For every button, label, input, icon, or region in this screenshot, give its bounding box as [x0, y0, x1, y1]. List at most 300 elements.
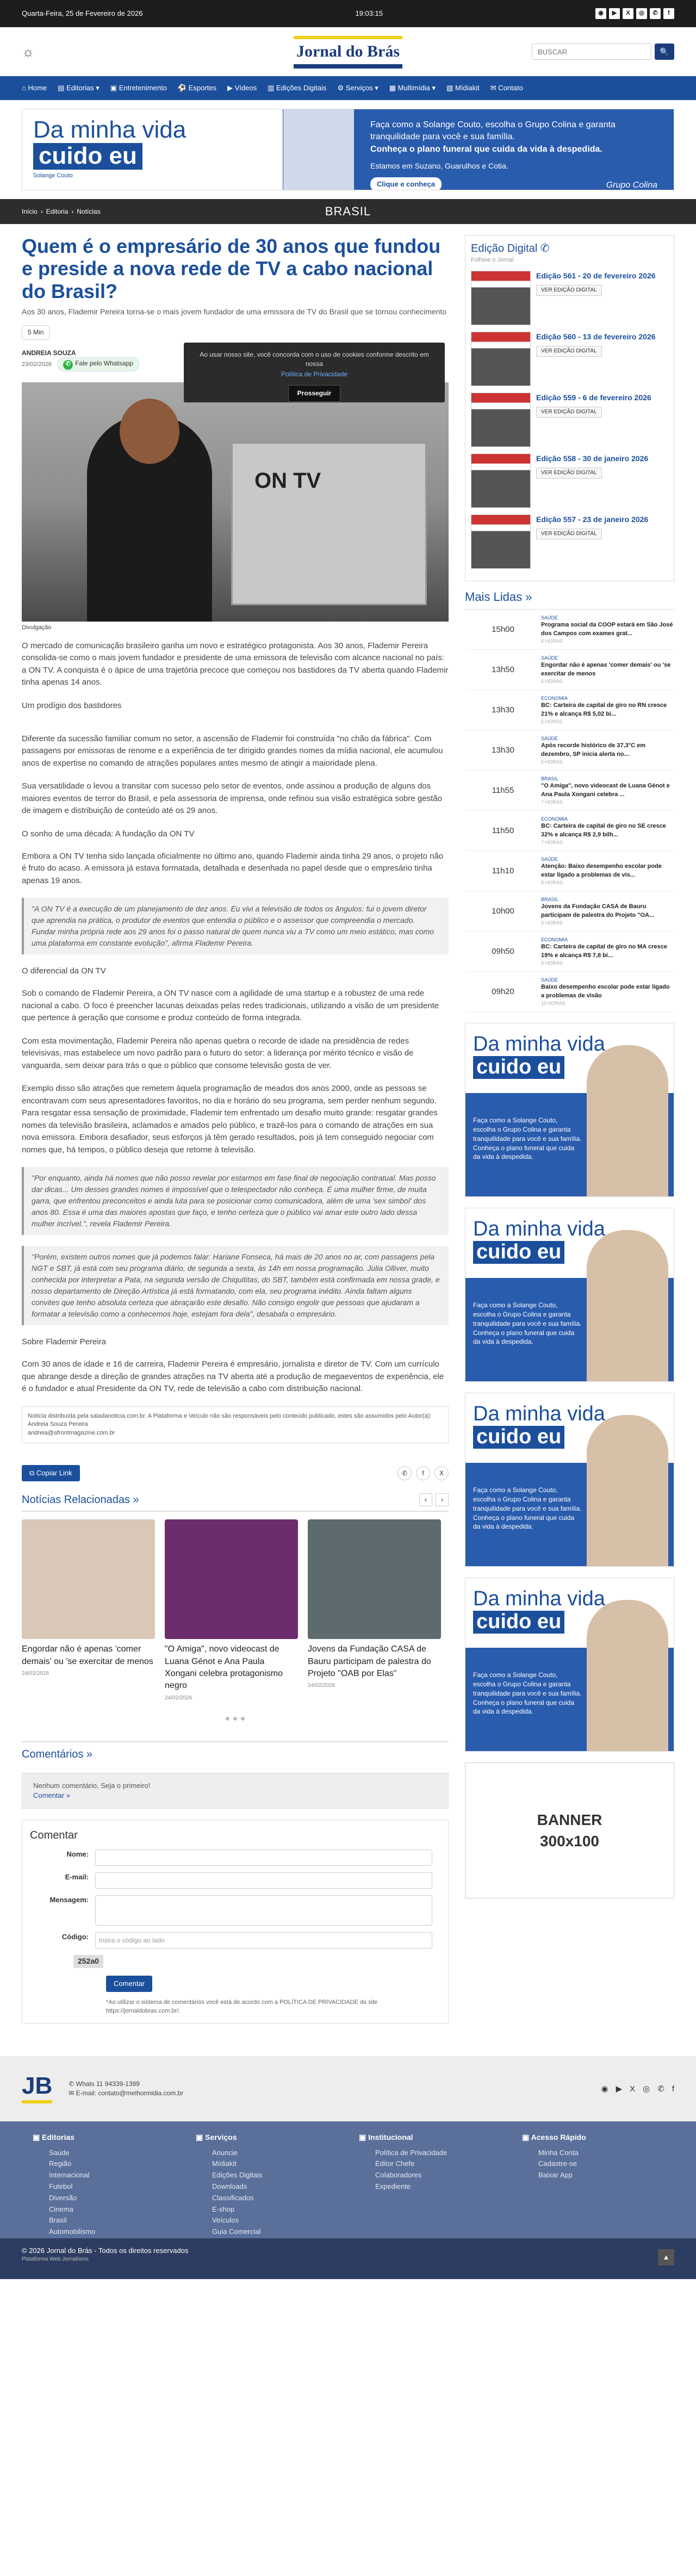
sidebar-ad[interactable] — [465, 1208, 674, 1382]
whatsapp-label: Fale pelo Whatsapp — [75, 359, 133, 368]
whats-text: Whats 11 94339-1399 — [76, 2080, 140, 2088]
footer-link[interactable]: Futebol — [49, 2182, 73, 2190]
search-button[interactable]: 🔍 — [655, 44, 674, 60]
digital-edition-sub: Folheie o Jornal — [471, 257, 514, 263]
edition-title: Edição 557 - 23 de janeiro 2026 — [536, 515, 649, 524]
most-read-time: 11h55 — [492, 786, 514, 796]
sidebar-ad[interactable] — [465, 1393, 674, 1567]
most-read-time: 13h50 — [492, 665, 514, 675]
most-read-category: SAÚDE — [541, 735, 558, 741]
copyright-bar — [0, 2238, 696, 2279]
banner-line1: Da minha vida — [33, 116, 187, 143]
view-edition-button[interactable]: VER EDIÇÃO DIGITAL — [536, 468, 602, 479]
nav-label: Esportes — [188, 83, 216, 92]
footer-column-title: ▣ Institucional — [359, 2133, 413, 2142]
footer-link[interactable]: Brasil — [49, 2216, 67, 2225]
distribution-note — [22, 1406, 449, 1443]
footer-link[interactable]: Guia Comercial — [212, 2227, 261, 2236]
note-text: Notícia distribuída pela saladanoticia.com.br. A Plataforma e Veículo não são responsáveis pelo conteúdo publicado, estes são assumidos pelo Autor(a): — [28, 1412, 432, 1419]
nav-videos[interactable]: ▶ Vídeos — [227, 83, 257, 92]
comment-link[interactable]: Comentar » — [33, 1791, 70, 1800]
message-field[interactable] — [95, 1895, 432, 1926]
footer-column — [33, 2132, 174, 2236]
view-edition-button[interactable]: VER EDIÇÃO DIGITAL — [536, 346, 602, 357]
footer-link[interactable]: E-shop — [212, 2205, 235, 2213]
privacy-note: *Ao utilizar o sistema de comentários você está de acordo com a POLÍTICA DE PRIVACIDADE do site https://jornaldobras.com.br/. — [106, 1999, 378, 2014]
submit-comment-button[interactable]: Comentar — [106, 1976, 152, 1992]
chevron-right-icon[interactable]: › — [436, 1493, 449, 1506]
most-read-item[interactable] — [465, 730, 674, 771]
most-read-category: ECONOMIA — [541, 695, 568, 701]
footer-link[interactable]: Internacional — [49, 2171, 90, 2180]
most-read-title: Baixo desempenho escolar pode estar ligado a problemas de visão — [541, 984, 670, 999]
footer-column-title: ▣ Editorias — [33, 2133, 75, 2142]
code-label: Código: — [61, 1933, 89, 1941]
footer-link[interactable]: Baixar App — [538, 2171, 573, 2180]
nav-edicoes[interactable]: ▥ Edições Digitais — [268, 83, 327, 92]
sidebar — [465, 235, 674, 2023]
most-read-title: Atenção: Baixo desempenho escolar pode estar ligado a problemas de vis... — [541, 863, 662, 878]
ad-text: Faça como a Solange Couto, escolha o Grupo Colina e garanta tranquilidade para você e sua família. Conheça o plano funeral que cuida da vida à despedida. — [473, 1116, 582, 1161]
related-date: 24/02/2026 — [165, 1694, 192, 1701]
banner-text2: Conheça o plano funeral que cuida da vida à despedida. — [370, 144, 602, 154]
form-title: Comentar — [30, 1829, 78, 1842]
related-image — [308, 1519, 441, 1639]
related-item[interactable] — [308, 1519, 441, 1702]
cookie-text: Ao usar nosso site, você concorda com o uso de cookies conforme descrito em nossa — [200, 351, 429, 368]
whatsapp-icon[interactable]: ✆ — [397, 1466, 412, 1480]
most-read-content — [541, 695, 674, 725]
carousel-dots[interactable]: ● ● ● — [225, 1714, 246, 1723]
breadcrumb-noticias[interactable]: Notícias — [77, 207, 101, 215]
article-date: 23/02/2026 — [22, 361, 52, 368]
banner-text1: Faça como a Solange Couto, escolha o Grupo Colina e garanta tranquilidade para você e sua família. — [370, 120, 616, 142]
edition-title: Edição 559 - 6 de fevereiro 2026 — [536, 393, 651, 402]
nav-label: Contato — [498, 83, 523, 92]
footer-logo-text: JB — [22, 2072, 53, 2099]
name-label: Nome: — [66, 1850, 89, 1859]
carousel-arrows — [419, 1493, 449, 1506]
article-quote: "A ON TV é a execução de um planejamento de dez anos. Eu vivi a televisão de todos os ângulos: fui o jovem diretor que aprendia na prática, o produtor de eventos que entendia o público e o assessor que compreendia o mercado. Fundar minha própria rede aos 29 anos foi o passo natural de quem nunca viu a TV como um meio estático, mas como uma plataforma em constante evolução", afirma Flademir Pereira. — [22, 898, 449, 954]
edition-cover — [471, 393, 531, 447]
nav-label: Vídeos — [234, 83, 257, 92]
footer-link[interactable]: Classificados — [212, 2193, 254, 2202]
ad-line2: cuido eu — [473, 1241, 564, 1264]
footer-link[interactable]: Downloads — [212, 2182, 247, 2190]
youtube-icon[interactable]: ▶ — [609, 8, 620, 19]
ad-line1: Da minha vida — [473, 1587, 605, 1611]
reading-time: 5 Min — [22, 325, 49, 340]
breadcrumb-sep: › — [40, 207, 43, 215]
article-paragraph: Com esta movimentação, Flademir Pereira não apenas quebra o recorde de idade na presidência de redes televisivas, mas estabelece um novo padrão para o futuro do setor: a liderança por mérito técnico e visão de vanguarda, sem deixar para trás o que o público que consome televisão gosta de ver. — [22, 1036, 414, 1070]
footer-logo[interactable] — [22, 2074, 52, 2103]
most-read-item[interactable] — [465, 610, 674, 650]
x-icon[interactable]: X — [623, 8, 633, 19]
most-read-title: BC: Carteira de capital de giro no MA cresce 19% e alcança R$ 7,8 bi... — [541, 944, 667, 959]
most-read-content — [541, 856, 674, 886]
most-read-ago: 8 HORAS — [541, 880, 563, 886]
ad-text: Faça como a Solange Couto, escolha o Grupo Colina e garanta tranquilidade para você e sua família. Conheça o plano funeral que cuida da vida à despedida. — [473, 1671, 582, 1716]
nav-label: Serviços — [345, 83, 373, 92]
whatsapp-icon[interactable]: ✆ — [650, 8, 661, 19]
view-edition-button[interactable]: VER EDIÇÃO DIGITAL — [536, 407, 602, 418]
site-header — [0, 27, 696, 76]
most-read-category: BRASIL — [541, 896, 559, 902]
banner-sub: Solange Couto — [33, 172, 73, 179]
whatsapp-button[interactable] — [57, 357, 139, 371]
message-label: Mensagem: — [49, 1896, 89, 1904]
most-read-time: 11h50 — [492, 826, 514, 836]
image-sign: ON TV — [254, 469, 321, 493]
most-read-time: 09h20 — [492, 987, 514, 997]
current-date: Quarta-Feira, 25 de Fevereiro de 2026 — [22, 9, 143, 17]
weather-icon: ☼ — [22, 43, 35, 60]
article-main-image — [22, 382, 449, 622]
most-read-ago: 7 HORAS — [541, 799, 563, 805]
footer-column — [522, 2132, 663, 2227]
footer-column — [196, 2132, 337, 2236]
most-read-category: SAÚDE — [541, 856, 558, 862]
footer-link[interactable]: Veículos — [212, 2216, 239, 2225]
nav-label: Edições Digitais — [276, 83, 327, 92]
most-read-title: Jovens da Fundação CASA de Bauru participam de palestra do Projeto "OA... — [541, 903, 655, 918]
most-read-time: 15h00 — [492, 625, 514, 635]
footer-link[interactable]: Mídiakit — [212, 2159, 237, 2168]
most-read-item[interactable] — [465, 972, 674, 1012]
edition-item[interactable] — [471, 271, 668, 325]
banner-copy — [354, 109, 674, 190]
phone-icon: ✆ — [540, 243, 550, 255]
edition-title: Edição 560 - 13 de fevereiro 2026 — [536, 332, 656, 342]
most-read-item[interactable] — [465, 771, 674, 811]
top-socials — [595, 8, 674, 19]
copy-link-label: Copiar Link — [36, 1468, 72, 1477]
banner-brand: Grupo Colina — [606, 180, 657, 190]
article-paragraph: O mercado de comunicação brasileiro ganha um novo e estratégico protagonista. Aos 30 anos, Flademir Pereira consolida-se como o mais jovem fundador e presidente de uma emissora de televisão com alcance nacional no país: a ON TV. A conquista é o ápice de uma trajetória precoce que começou nos bastidores da TV aberta quando Flademir tinha apenas 14 anos. — [22, 641, 449, 687]
banner-photo — [283, 109, 354, 190]
logo-text: Jornal do Brás — [296, 42, 400, 60]
rss-icon[interactable]: ◉ — [601, 2084, 608, 2094]
footer-column-title-text: Serviços — [205, 2133, 237, 2142]
image-building — [231, 442, 427, 605]
name-field[interactable] — [95, 1849, 432, 1866]
ad-headline — [473, 1588, 605, 1634]
most-read-ago: 10 HORAS — [541, 1001, 566, 1007]
most-read-time: 10h00 — [492, 907, 514, 916]
most-read-ago: 5 HORAS — [541, 759, 563, 765]
most-read-category: SAÚDE — [541, 655, 558, 661]
footer-link[interactable]: Editor Chefe — [375, 2159, 415, 2168]
related-title-text: "O Amiga", novo videocast de Luana Génot e Ana Paula Xongani celebra protagonismo negro — [165, 1644, 283, 1691]
email-contact[interactable]: ✉ E-mail: contato@melhormidia.com.br — [69, 2089, 184, 2097]
footer-column-title: ▣ Serviços — [196, 2133, 237, 2142]
most-read-ago: 7 HORAS — [541, 840, 563, 846]
article-paragraph: Exemplo disso são atrações que remetem àquela programação de meados dos anos 2000, onde as pessoas se encontravam com seus apresentadores favoritos, no dia e horário do seu programa, sem perder nenhum segundo. Para resgatar essa sensação de proximidade, Flademir tem enfrentado um desafio muito grande: resgatar grandes nomes da televisão brasileira, aclamados e amados pelo público, e trazê-los para o comando de atrações em sua nova emissora. Embora desafiador, seus esforços já têm gerado resultados, pois já tem conseguido negociar com nomes que, há tempos, o público deseja que retorne à televisão. — [22, 1084, 438, 1154]
article-quote: "Porém, existem outros nomes que já podemos falar: Hariane Fonseca, há mais de 20 anos no ar, com passagens pela NGT e SBT, já está com seu programa diário, de segunda a sexta, às 14h em nossa programação. Julia Olliver, muito conhecida por interpretar a Pata, na segunda versão de Chiquititas, do SBT, também está confirmada em nossa grade, e nosso departamento de Direção Artística já está formatando, com ela, seu programa inédito. Ainda faltam alguns convites que tenho absoluta certeza que abraçarão este desafio. Não consigo engolir que pessoas que ajudaram a formatar a televisão como a conhecemos hoje, estejam fora dela", desabafa o empresário. — [22, 1246, 449, 1325]
edition-item[interactable] — [471, 454, 668, 508]
footer-contact — [69, 2080, 183, 2098]
share-bar — [22, 1465, 449, 1481]
related-image — [22, 1519, 155, 1639]
related-title-text: Jovens da Fundação CASA de Bauru participam de palestra do Projeto "OAB por Elas" — [308, 1644, 431, 1678]
footer-link[interactable]: Cinema — [49, 2205, 73, 2213]
instagram-icon[interactable]: ◎ — [643, 2084, 650, 2094]
footer-logo-bar — [22, 2100, 52, 2103]
digital-edition-title-text: Edição Digital — [471, 243, 538, 255]
footer-link[interactable]: Anuncie — [212, 2148, 238, 2157]
main-content — [0, 224, 696, 2023]
image-person-head — [120, 399, 179, 464]
most-read-title: Programa social da COOP estará em São José dos Campos com exames grat... — [541, 622, 673, 637]
article — [22, 235, 449, 2023]
banner-placeholder[interactable] — [465, 1762, 674, 1898]
banner-cta[interactable]: Clique e conheça — [370, 177, 442, 190]
facebook-icon[interactable]: f — [672, 2084, 674, 2094]
most-read-item[interactable] — [465, 690, 674, 730]
x-icon[interactable]: X — [630, 2084, 636, 2094]
breadcrumb-sep: › — [71, 207, 74, 215]
breadcrumb-home[interactable]: Início — [22, 207, 38, 215]
most-read-title: BC: Carteira de capital de giro no SE cresce 32% e alcança R$ 2,9 bilh... — [541, 823, 666, 838]
most-read-content — [541, 655, 674, 685]
article-subheading: Sobre Flademir Pereira — [22, 1337, 107, 1347]
nav-label: Home — [28, 83, 47, 92]
article-paragraph: Sob o comando de Flademir Pereira, a ON TV nasce com a agilidade de uma startup e a robustez de uma rede nacional a cabo. O foco é preencher lacunas deixadas pelas redes tradicionais, utilizando a visão de um presidente que pertence à geração que consome e produz conteúdo de forma integrada. — [22, 989, 439, 1023]
related-item[interactable] — [22, 1519, 155, 1702]
youtube-icon[interactable]: ▶ — [616, 2084, 623, 2094]
edition-item[interactable] — [471, 332, 668, 386]
most-read-title: Engordar não é apenas 'comer demais' ou 'se exercitar de menos — [541, 662, 671, 677]
share-icons — [397, 1466, 449, 1480]
form-row — [30, 1872, 440, 1889]
most-read-title: "O Amiga", novo videocast de Luana Génot e Ana Paula Xongani celebra ... — [541, 783, 670, 798]
article-subtitle: Aos 30 anos, Flademir Pereira torna-se o mais jovem fundador de uma emissora de TV do Brasil que se tornou conhecimento — [22, 307, 447, 316]
sidebar-ad[interactable] — [465, 1578, 674, 1752]
most-read-time: 09h50 — [492, 947, 514, 957]
search-input[interactable] — [532, 44, 651, 60]
facebook-icon[interactable]: f — [416, 1466, 430, 1480]
ad-line2: cuido eu — [473, 1426, 564, 1449]
footer-link[interactable]: Diversão — [49, 2193, 77, 2202]
nav-home[interactable]: ⌂ Home — [22, 83, 47, 92]
ad-line1: Da minha vida — [473, 1033, 605, 1056]
most-read-content — [541, 896, 674, 927]
most-read-category: ECONOMIA — [541, 936, 568, 942]
copy-link-button[interactable]: ⧉ Copiar Link — [22, 1465, 80, 1481]
nav-label: Mídiakit — [455, 83, 480, 92]
article-subheading: O sonho de uma década: A fundação da ON TV — [22, 829, 195, 839]
most-read — [465, 589, 674, 1012]
privacy-link[interactable]: Política de Privacidade — [281, 370, 348, 378]
related-title-text: Engordar não é apenas 'comer demais' ou 'se exercitar de menos — [22, 1644, 153, 1666]
form-row — [30, 1849, 440, 1866]
banner-placeholder-line2: 300x100 — [539, 1833, 599, 1850]
chevron-left-icon[interactable]: ‹ — [419, 1493, 432, 1506]
top-banner-wrap — [0, 100, 696, 199]
instagram-icon[interactable]: ◎ — [636, 8, 647, 19]
article-quote: "Por enquanto, ainda há nomes que não posso revelar por estarmos em fase final de negociação contratual. Mas posso dar dicas... Um desses grandes nomes é impossível que o telespectador não conheça. É uma mulher firme, de muita garra, que enfrentou preconceitos e ainda luta para se posicionar como comunicadora, além de uma 'sex simbol' dos anos 80. Essa é uma das maiores apostas que faço, e tenho certeza que o público vai amar este outro lado dessa mulher incrível.", revela Flademir Pereira. — [22, 1167, 449, 1235]
related-date: 24/02/2026 — [308, 1683, 335, 1689]
footer-link[interactable]: Cadastre-se — [538, 2159, 577, 2168]
current-time: 19:03:15 — [355, 9, 383, 17]
edition-title: Edição 558 - 30 de janeiro 2026 — [536, 454, 649, 463]
most-read-ago: 5 HORAS — [541, 679, 563, 685]
rss-icon[interactable]: ◉ — [595, 8, 606, 19]
related-list — [22, 1519, 449, 1702]
footer-link[interactable]: Edições Digitais — [212, 2171, 263, 2180]
footer-links — [0, 2121, 696, 2238]
ad-line2: cuido eu — [473, 1611, 564, 1634]
back-to-top-icon[interactable]: ▲ — [658, 2249, 674, 2265]
ad-headline — [473, 1218, 605, 1264]
ad-headline — [473, 1403, 605, 1449]
footer-link[interactable]: Política de Privacidade — [375, 2148, 448, 2157]
edition-cover — [471, 514, 531, 569]
section-title: BRASIL — [325, 204, 371, 218]
footer-column-title-text: Institucional — [368, 2133, 413, 2142]
most-read-item[interactable] — [465, 650, 674, 690]
nav-editorias[interactable]: ▤ Editorias ▾ — [58, 83, 100, 92]
banner-placeholder-line1: BANNER — [537, 1811, 602, 1828]
platform-text: Plataforma Web Jornalismo — [22, 2256, 89, 2263]
most-read-content — [541, 977, 674, 1007]
email-label: E-mail: — [65, 1873, 89, 1882]
most-read-ago: 9 HORAS — [541, 920, 563, 926]
ad-line1: Da minha vida — [473, 1402, 605, 1426]
code-field[interactable]: Insira o código ao lado — [95, 1932, 432, 1948]
email-field[interactable] — [95, 1872, 432, 1889]
x-icon[interactable]: X — [434, 1466, 449, 1480]
nav-servicos[interactable]: ⚙ Serviços ▾ — [337, 83, 378, 92]
banner-line2: cuido eu — [33, 143, 142, 169]
copyright-text: © 2026 Jornal do Brás - Todos os direitos reservados — [22, 2246, 189, 2255]
most-read-content — [541, 775, 674, 806]
footer-link[interactable]: Automobilismo — [49, 2227, 96, 2236]
footer-link[interactable]: Região — [49, 2159, 72, 2168]
most-read-content — [541, 816, 674, 846]
main-nav — [0, 76, 696, 100]
email-text: E-mail: contato@melhormidia.com.br — [76, 2089, 184, 2097]
nav-multimidia[interactable]: ▦ Multimídia ▾ — [389, 83, 436, 92]
banner-headline — [22, 109, 283, 190]
footer-column-title-text: Editorias — [42, 2133, 75, 2142]
article-paragraph: Diferente da sucessão familiar comum no setor, a ascensão de Flademir foi construída "no chão da fábrica". Com passagens por emissoras de renome e a experiência de ter dirigido grandes nomes da mídia nacional, ele acumulou anos de expertise no comando de atrações populares antes mesmo de atingir a maioridade plena. — [22, 734, 443, 768]
logo-bar-bottom — [294, 64, 402, 69]
facebook-icon[interactable]: f — [663, 8, 674, 19]
article-author: ANDREIA SOUZA — [22, 349, 76, 357]
whatsapp-icon[interactable]: ✆ — [657, 2084, 664, 2094]
most-read-category: SAÚDE — [541, 614, 558, 620]
related-title: Notícias Relacionadas » — [22, 1494, 139, 1506]
most-read-time: 13h30 — [492, 746, 514, 755]
article-paragraph: Com 30 anos de idade e 16 de carreira, Flademir Pereira é empresário, jornalista e diretor de TV. Com um currículo que abrange desde a direção de grandes atrações na TV aberta até a produção de megaeventos de experiência, ele é o fundador e atual Presidente da ON TV, rede de televisão a cabo com distribuição nacional. — [22, 1360, 444, 1394]
nav-midiakit[interactable]: ▧ Mídiakit — [446, 83, 480, 92]
most-read-item[interactable] — [465, 891, 674, 932]
digital-edition-box — [465, 235, 674, 581]
cookie-accept-button[interactable]: Prosseguir — [288, 385, 341, 402]
most-read-item[interactable] — [465, 811, 674, 851]
top-banner-ad[interactable] — [22, 109, 674, 190]
edition-cover — [471, 454, 531, 508]
most-read-category: BRASIL — [541, 775, 559, 781]
most-read-list — [465, 610, 674, 1012]
article-subheading: O diferencial da ON TV — [22, 966, 106, 976]
digital-edition-title — [471, 241, 668, 256]
nav-esportes[interactable]: ⚽ Esportes — [177, 83, 216, 92]
form-row — [30, 1895, 440, 1926]
ad-line2: cuido eu — [473, 1056, 564, 1079]
most-read-content — [541, 735, 674, 766]
most-read-time: 13h30 — [492, 705, 514, 715]
edition-item[interactable] — [471, 393, 668, 447]
footer-link[interactable]: Saúde — [49, 2148, 70, 2157]
most-read-title: Após recorde histórico de 37,3°C em dezembro, SP inicia alerta no... — [541, 742, 646, 758]
edition-title: Edição 561 - 20 de fevereiro 2026 — [536, 271, 656, 281]
breadcrumb — [0, 199, 696, 224]
edition-cover — [471, 271, 531, 325]
edition-item[interactable] — [471, 514, 668, 569]
footer-link[interactable]: Expediente — [375, 2182, 411, 2190]
related-header — [22, 1492, 449, 1512]
most-read-item[interactable] — [465, 851, 674, 891]
sidebar-ad[interactable] — [465, 1023, 674, 1197]
most-read-category: SAÚDE — [541, 977, 558, 983]
footer-column-title-text: Acesso Rápido — [531, 2133, 586, 2142]
most-read-content — [541, 936, 674, 967]
related-date: 24/02/2026 — [22, 1670, 49, 1677]
view-edition-button[interactable]: VER EDIÇÃO DIGITAL — [536, 285, 602, 296]
comment-form — [22, 1820, 449, 2023]
footer — [0, 2056, 696, 2121]
most-read-item[interactable] — [465, 932, 674, 972]
whatsapp-contact[interactable]: ✆ Whats 11 94339-1399 — [69, 2080, 140, 2088]
footer-socials — [601, 2083, 675, 2095]
nav-label: Editorias — [66, 83, 94, 92]
ad-text: Faça como a Solange Couto, escolha o Grupo Colina e garanta tranquilidade para você e sua família. Conheça o plano funeral que cuida da vida à despedida. — [473, 1486, 582, 1531]
site-logo[interactable] — [294, 36, 402, 69]
ad-line1: Da minha vida — [473, 1218, 605, 1241]
comments-empty-text: Nenhum comentário, Seja o primeiro! — [33, 1782, 151, 1790]
article-paragraph: Sua versatilidade o levou a transitar com sucesso pelo setor de eventos, onde assinou a produção de alguns dos maiores eventos de terror do Brasil, e pela assessoria de imprensa, onde refinou sua visão estratégica sobre gestão de imagem e distribuição de conteúdo até os 29 anos. — [22, 781, 442, 816]
article-subheading: Um prodígio dos bastidores — [22, 700, 122, 710]
related-item[interactable] — [165, 1519, 298, 1702]
comments-title: Comentários » — [22, 1748, 93, 1761]
most-read-title: BC: Carteira de capital de giro no RN cresce 21% e alcança R$ 5,02 bi... — [541, 702, 667, 717]
nav-contato[interactable]: ✉ Contato — [490, 83, 523, 92]
note-email[interactable]: andreia@afrontmagazine.com.br — [28, 1429, 115, 1436]
footer-link[interactable]: Minha Conta — [538, 2148, 579, 2157]
footer-link[interactable]: Colaboradores — [375, 2171, 422, 2180]
view-edition-button[interactable]: VER EDIÇÃO DIGITAL — [536, 529, 602, 539]
most-read-content — [541, 614, 674, 645]
nav-label: Entretenimento — [119, 83, 167, 92]
footer-column-title: ▣ Acesso Rápido — [522, 2133, 586, 2142]
form-row — [30, 1932, 440, 1948]
whatsapp-icon: ✆ — [63, 360, 73, 370]
search-form — [532, 44, 674, 60]
most-read-ago: 5 HORAS — [541, 638, 563, 644]
most-read-category: ECONOMIA — [541, 816, 568, 822]
related-image — [165, 1519, 298, 1639]
captcha-code: 252a0 — [73, 1955, 103, 1968]
ad-text: Faça como a Solange Couto, escolha o Grupo Colina e garanta tranquilidade para você e sua família. Conheça o plano funeral que cuida da vida à despedida. — [473, 1301, 582, 1346]
cookie-banner — [184, 343, 445, 402]
nav-entretenimento[interactable]: ▣ Entretenimento — [110, 83, 167, 92]
ad-headline — [473, 1033, 605, 1079]
image-person — [87, 415, 212, 622]
edition-cover — [471, 332, 531, 386]
breadcrumb-editoria[interactable]: Editoria — [46, 207, 69, 215]
